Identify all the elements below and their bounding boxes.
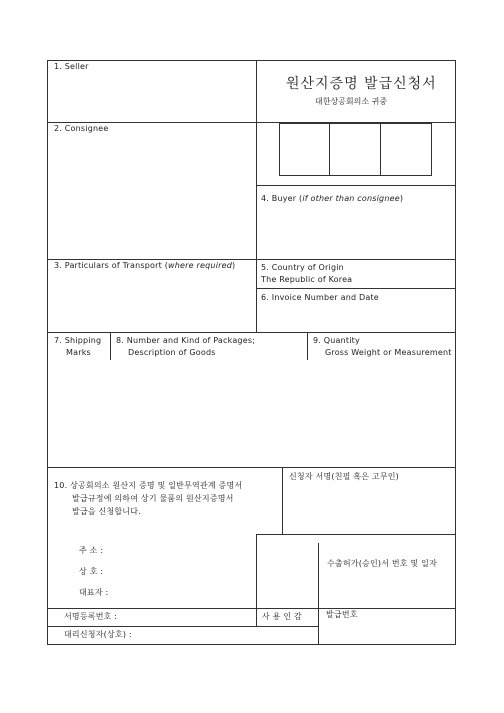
buyer-label [261,194,403,204]
border-bottom [47,644,456,645]
consignee-label: 2. Consignee [54,124,109,133]
divider-reg-row [47,608,456,609]
box-col-4 [431,123,432,176]
signature-bottom-border [256,534,456,535]
divider-agent-row [47,626,319,627]
signature-left-border [282,467,283,535]
agent-applicant-label: 대리신청자(상호) : [64,630,132,639]
buyer-label-text: 4. Buyer ( [261,194,303,203]
box-col-3 [380,123,381,176]
application-text-2: 발급규정에 의하여 상기 물품의 원산지증명서 [72,494,234,503]
invoice-label: 6. Invoice Number and Date [261,293,379,302]
lower-center-divider [256,534,257,627]
goods-col-marks [110,332,111,360]
country-origin-label: 5. Country of Origin [261,263,344,272]
permit-left-border [318,543,319,645]
export-permit-label: 수출허가(승인)서 번호 및 일자 [327,559,438,568]
divider-goods-application [47,467,456,468]
box-col-2 [329,123,330,176]
center-divider-top [256,60,257,332]
shipping-marks-label: 7. Shipping [54,336,102,345]
application-text-1: 10. 상공회의소 원산지 증명 및 일반무역관계 증명서 [54,481,243,490]
transport-label [54,261,235,271]
divider-boxes-buyer [256,185,456,186]
border-top [47,60,455,61]
representative-label: 대표자 : [79,588,109,597]
transport-label-note: where required [168,261,233,270]
divider-consignee-transport [47,259,456,260]
seller-label: 1. Seller [54,62,89,71]
company-label: 상 호 : [79,567,104,576]
recipient-label: 대한상공회의소 귀중 [315,97,388,106]
application-text-3: 발급을 신청합니다. [72,507,141,516]
issue-number-label: 발급번호 [326,610,358,619]
address-label: 주 소 : [79,546,104,555]
divider-transport-goods [47,332,456,333]
signature-registration-label: 서명등록번호 : [64,612,118,621]
box-row-top [279,123,431,124]
applicant-signature-label: 신청자 서명(친필 혹은 고무인) [289,472,400,481]
transport-label-close: ) [232,261,236,270]
quantity-label: 9. Quantity [313,336,360,345]
page-title: 원산지증명 발급신청서 [286,76,437,92]
quantity-label-2: Gross Weight or Measurement [325,348,452,357]
packages-label-2: Description of Goods [128,348,216,357]
box-row-bottom [279,175,431,176]
buyer-label-close: ) [399,194,404,203]
buyer-label-note: if other than consignee [302,194,400,203]
packages-label: 8. Number and Kind of Packages; [116,336,256,345]
border-right [455,60,456,645]
box-col-1 [279,123,280,176]
goods-col-quantity [307,332,308,360]
divider-origin-invoice [256,288,456,289]
shipping-marks-label-2: Marks [66,348,91,357]
border-left [47,60,48,645]
country-origin-value: The Republic of Korea [261,275,353,284]
transport-label-text: 3. Particulars of Transport ( [54,261,169,270]
seal-used-label: 사 용 인 감 [262,612,302,621]
